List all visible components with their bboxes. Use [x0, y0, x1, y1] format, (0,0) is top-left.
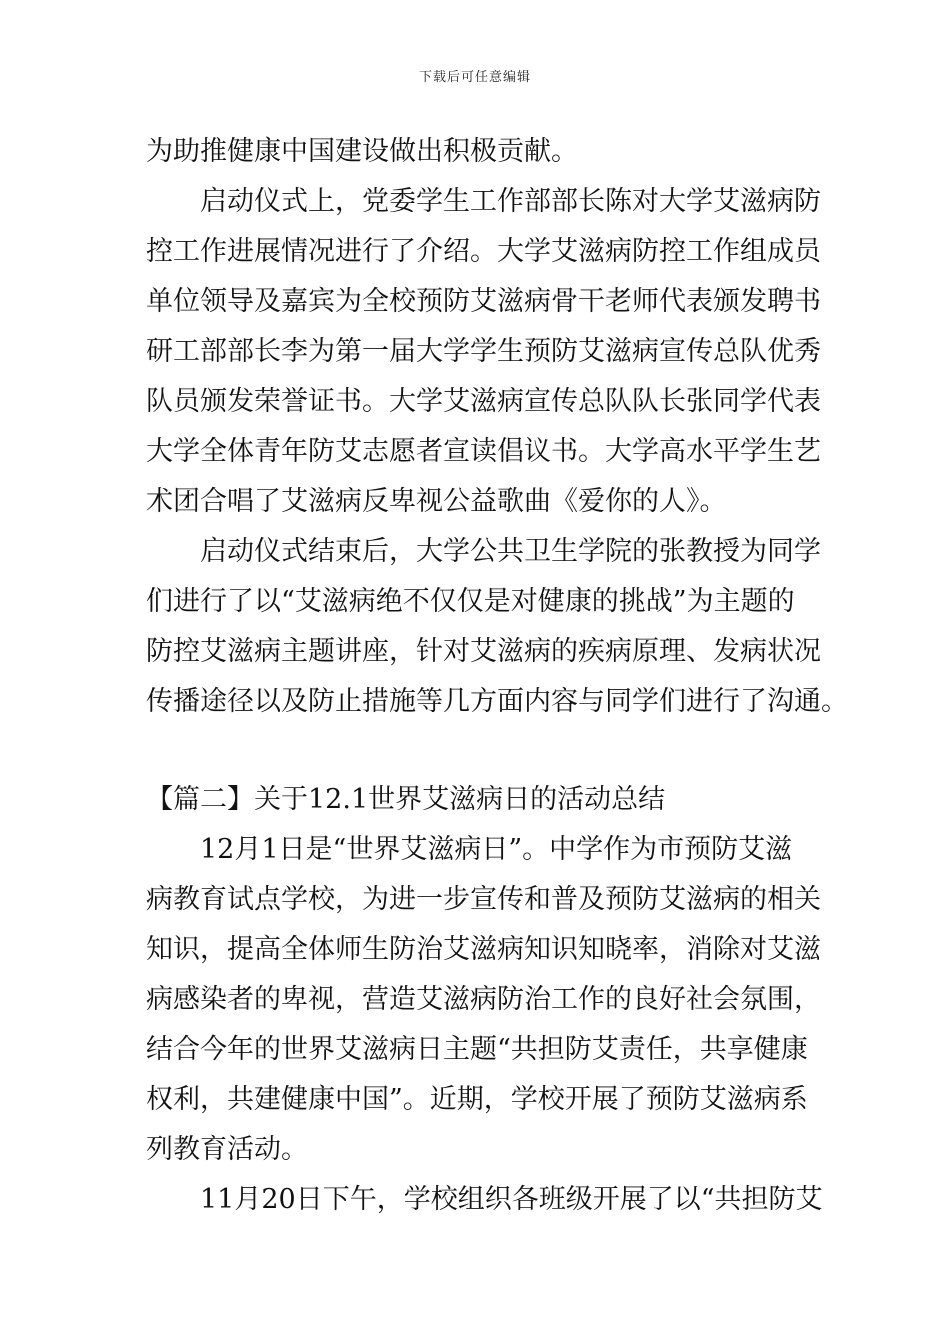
page-header: 下载后可任意编辑: [418, 70, 531, 85]
body-line: 单位领导及嘉宾为全校预防艾滋病骨干老师代表颁发聘书: [146, 286, 821, 317]
body-line: 知识，提高全体师生防治艾滋病知识知晓率，消除对艾滋: [146, 934, 821, 965]
body-line: 结合今年的世界艾滋病日主题“共担防艾责任，共享健康: [146, 1034, 808, 1065]
body-line: 为助推健康中国建设做出积极贡献。: [146, 136, 578, 167]
body-line: 传播途径以及防止措施等几方面内容与同学们进行了沟通。: [146, 686, 848, 717]
paragraph-start-line: 11月20日下午，学校组织各班级开展了以“共担防艾: [200, 1184, 823, 1215]
body-line: 控工作进展情况进行了介绍。大学艾滋病防控工作组成员: [146, 236, 821, 267]
paragraph-start-line: 12月1日是“世界艾滋病日”。中学作为市预防艾滋: [200, 834, 793, 865]
body-line: 防控艾滋病主题讲座，针对艾滋病的疾病原理、发病状况: [146, 636, 821, 667]
body-line: 队员颁发荣誉证书。大学艾滋病宣传总队队长张同学代表: [146, 386, 821, 417]
body-line: 研工部部长李为第一届大学学生预防艾滋病宣传总队优秀: [146, 336, 821, 367]
section-heading: 【篇二】关于12.1世界艾滋病日的活动总结: [146, 784, 666, 815]
body-line: 权利，共建健康中国”。近期，学校开展了预防艾滋病系: [146, 1084, 808, 1115]
body-line: 列教育活动。: [146, 1134, 308, 1165]
body-line: 术团合唱了艾滋病反卑视公益歌曲《爱你的人》。: [146, 486, 727, 517]
paragraph-start-line: 启动仪式上，党委学生工作部部长陈对大学艾滋病防: [200, 186, 821, 217]
paragraph-start-line: 启动仪式结束后，大学公共卫生学院的张教授为同学: [200, 536, 821, 567]
body-line: 病教育试点学校，为进一步宣传和普及预防艾滋病的相关: [146, 884, 821, 915]
body-line: 们进行了以“艾滋病绝不仅仅是对健康的挑战”为主题的: [146, 586, 795, 617]
body-line: 病感染者的卑视，营造艾滋病防治工作的良好社会氛围，: [146, 984, 821, 1015]
body-line: 大学全体青年防艾志愿者宣读倡议书。大学高水平学生艺: [146, 436, 821, 467]
